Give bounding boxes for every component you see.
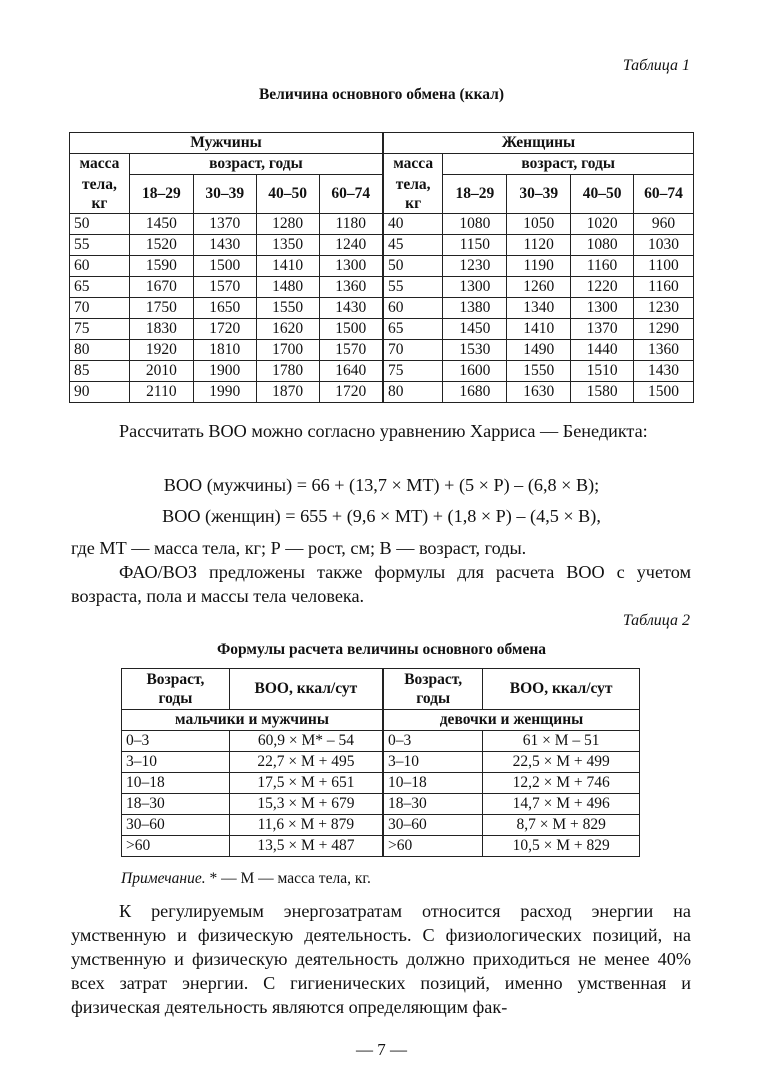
- boys-formula-cell: 13,5 × М + 487: [229, 836, 383, 857]
- women-value-cell: 960: [634, 214, 694, 235]
- table1-row: [70, 382, 694, 403]
- men-value-cell: 1990: [193, 382, 256, 403]
- page-number: — 7 —: [356, 1040, 407, 1059]
- paragraph-fao: ФАО/ВОЗ предложены также формулы для расчета ВОО с учетом возраста, пола и массы тела человека.: [71, 562, 691, 606]
- men-value-cell: 1180: [319, 214, 383, 235]
- men-age-30-39: 30–39: [193, 175, 256, 214]
- boys-group-header: мальчики и мужчины: [122, 710, 383, 731]
- men-value-cell: 1550: [256, 298, 319, 319]
- table1-row: [70, 298, 694, 319]
- women-age-60-74: 60–74: [634, 175, 694, 214]
- women-value-cell: 1030: [634, 235, 694, 256]
- boys-age-header: Возраст, годы: [122, 669, 230, 710]
- women-value-cell: 1080: [443, 214, 507, 235]
- men-value-cell: 1430: [193, 235, 256, 256]
- girls-age-cell: 10–18: [383, 773, 483, 794]
- table1-row: [70, 235, 694, 256]
- men-value-cell: 1570: [319, 340, 383, 361]
- women-mass-cell: 60: [383, 298, 443, 319]
- women-age-header: возраст, годы: [443, 154, 694, 175]
- men-value-cell: 2010: [129, 361, 193, 382]
- women-value-cell: 1360: [634, 340, 694, 361]
- table2-title: Формулы расчета величины основного обмена: [216, 641, 547, 658]
- men-mass-cell: 80: [70, 340, 130, 361]
- women-mass-header-cont: тела, кг: [383, 175, 443, 214]
- men-value-cell: 1590: [129, 256, 193, 277]
- note-text: * — М — масса тела, кг.: [205, 870, 371, 887]
- men-mass-cell: 60: [70, 256, 130, 277]
- paragraph-energy: К регулируемым энергозатратам относится расход энергии на умственную и физическую деятельность. С физиологических позиций, на умственную и физическую деятельность должно приходиться не менее 40% всех затрат энергии. С гигиенических позиций, именно умственная и физическая деятельность являются определяющим фак-: [71, 901, 691, 1017]
- women-age-18-29: 18–29: [443, 175, 507, 214]
- men-mass-cell: 55: [70, 235, 130, 256]
- men-value-cell: 1920: [129, 340, 193, 361]
- women-mass-cell: 75: [383, 361, 443, 382]
- women-value-cell: 1190: [507, 256, 571, 277]
- women-mass-cell: 65: [383, 319, 443, 340]
- men-value-cell: 1720: [193, 319, 256, 340]
- women-value-cell: 1160: [634, 277, 694, 298]
- girls-formula-cell: 61 × М – 51: [483, 731, 640, 752]
- men-value-cell: 1430: [319, 298, 383, 319]
- women-value-cell: 1300: [443, 277, 507, 298]
- women-value-cell: 1630: [507, 382, 571, 403]
- women-value-cell: 1490: [507, 340, 571, 361]
- women-value-cell: 1370: [571, 319, 634, 340]
- women-value-cell: 1580: [571, 382, 634, 403]
- men-mass-cell: 70: [70, 298, 130, 319]
- table1-row: [70, 277, 694, 298]
- table2-row: [122, 752, 640, 773]
- table2-formulas: [121, 668, 640, 857]
- table1-row: [70, 256, 694, 277]
- boys-age-cell: 0–3: [122, 731, 230, 752]
- girls-age-cell: 3–10: [383, 752, 483, 773]
- women-value-cell: 1290: [634, 319, 694, 340]
- men-value-cell: 1780: [256, 361, 319, 382]
- men-value-cell: 1500: [193, 256, 256, 277]
- women-value-cell: 1500: [634, 382, 694, 403]
- table2-row: [122, 836, 640, 857]
- girls-formula-cell: 8,7 × М + 829: [483, 815, 640, 836]
- formula-men: ВОО (мужчины) = 66 + (13,7 × МТ) + (5 × Р) – (6,8 × В);: [163, 475, 600, 495]
- boys-age-cell: 10–18: [122, 773, 230, 794]
- table2-note: [121, 870, 371, 888]
- men-age-40-50: 40–50: [256, 175, 319, 214]
- table2-row: [122, 773, 640, 794]
- table1-row: [70, 214, 694, 235]
- girls-age-cell: 0–3: [383, 731, 483, 752]
- girls-formula-cell: 10,5 × М + 829: [483, 836, 640, 857]
- table2-caption: Таблица 2: [622, 612, 690, 629]
- women-value-cell: 1340: [507, 298, 571, 319]
- men-value-cell: 1360: [319, 277, 383, 298]
- women-age-30-39: 30–39: [507, 175, 571, 214]
- boys-formula-cell: 15,3 × М + 679: [229, 794, 383, 815]
- women-value-cell: 1230: [443, 256, 507, 277]
- men-value-cell: 1570: [193, 277, 256, 298]
- men-mass-cell: 75: [70, 319, 130, 340]
- men-age-60-74: 60–74: [319, 175, 383, 214]
- girls-boo-header: ВОО, ккал/сут: [483, 669, 640, 710]
- table1-row: [70, 340, 694, 361]
- table1-bmr: [69, 132, 694, 403]
- men-value-cell: 1750: [129, 298, 193, 319]
- women-value-cell: 1150: [443, 235, 507, 256]
- table1-row: [70, 361, 694, 382]
- men-value-cell: 1410: [256, 256, 319, 277]
- women-value-cell: 1550: [507, 361, 571, 382]
- women-value-cell: 1100: [634, 256, 694, 277]
- women-value-cell: 1020: [571, 214, 634, 235]
- men-mass-cell: 65: [70, 277, 130, 298]
- men-value-cell: 1280: [256, 214, 319, 235]
- boys-formula-cell: 60,9 × М* – 54: [229, 731, 383, 752]
- men-mass-header: масса: [70, 154, 130, 175]
- women-value-cell: 1380: [443, 298, 507, 319]
- women-value-cell: 1440: [571, 340, 634, 361]
- men-value-cell: 1810: [193, 340, 256, 361]
- women-value-cell: 1300: [571, 298, 634, 319]
- men-value-cell: 1720: [319, 382, 383, 403]
- men-value-cell: 2110: [129, 382, 193, 403]
- girls-group-header: девочки и женщины: [383, 710, 640, 731]
- boys-age-cell: 3–10: [122, 752, 230, 773]
- girls-age-cell: 30–60: [383, 815, 483, 836]
- men-mass-cell: 90: [70, 382, 130, 403]
- women-mass-cell: 40: [383, 214, 443, 235]
- boys-age-cell: 18–30: [122, 794, 230, 815]
- men-mass-cell: 50: [70, 214, 130, 235]
- note-label: Примечание.: [121, 870, 206, 887]
- women-value-cell: 1220: [571, 277, 634, 298]
- men-value-cell: 1480: [256, 277, 319, 298]
- boys-age-cell: >60: [122, 836, 230, 857]
- boys-formula-cell: 11,6 × М + 879: [229, 815, 383, 836]
- women-value-cell: 1120: [507, 235, 571, 256]
- men-value-cell: 1670: [129, 277, 193, 298]
- paragraph-harris-benedict: Рассчитать ВОО можно согласно уравнению Харриса — Бенедикта:: [119, 421, 648, 441]
- women-value-cell: 1260: [507, 277, 571, 298]
- table1-row: [70, 319, 694, 340]
- women-value-cell: 1680: [443, 382, 507, 403]
- table2-row: [122, 731, 640, 752]
- boys-age-cell: 30–60: [122, 815, 230, 836]
- women-mass-cell: 50: [383, 256, 443, 277]
- women-mass-cell: 80: [383, 382, 443, 403]
- girls-age-cell: >60: [383, 836, 483, 857]
- men-value-cell: 1450: [129, 214, 193, 235]
- table2-row: [122, 815, 640, 836]
- men-value-cell: 1640: [319, 361, 383, 382]
- women-value-cell: 1230: [634, 298, 694, 319]
- women-age-40-50: 40–50: [571, 175, 634, 214]
- men-value-cell: 1650: [193, 298, 256, 319]
- women-value-cell: 1600: [443, 361, 507, 382]
- men-value-cell: 1900: [193, 361, 256, 382]
- men-mass-header-cont: тела, кг: [70, 175, 130, 214]
- women-value-cell: 1410: [507, 319, 571, 340]
- men-value-cell: 1350: [256, 235, 319, 256]
- women-header: Женщины: [383, 133, 694, 154]
- men-value-cell: 1520: [129, 235, 193, 256]
- table2-row: [122, 794, 640, 815]
- women-value-cell: 1450: [443, 319, 507, 340]
- table1-caption: Таблица 1: [622, 57, 690, 74]
- girls-formula-cell: 12,2 × М + 746: [483, 773, 640, 794]
- women-mass-cell: 70: [383, 340, 443, 361]
- boys-formula-cell: 17,5 × М + 651: [229, 773, 383, 794]
- men-mass-cell: 85: [70, 361, 130, 382]
- men-value-cell: 1500: [319, 319, 383, 340]
- men-value-cell: 1700: [256, 340, 319, 361]
- women-mass-cell: 45: [383, 235, 443, 256]
- women-value-cell: 1430: [634, 361, 694, 382]
- girls-formula-cell: 22,5 × М + 499: [483, 752, 640, 773]
- men-age-18-29: 18–29: [129, 175, 193, 214]
- women-value-cell: 1080: [571, 235, 634, 256]
- men-value-cell: 1620: [256, 319, 319, 340]
- formula-women: ВОО (женщин) = 655 + (9,6 × МТ) + (1,8 × Р) – (4,5 × В),: [162, 506, 601, 526]
- men-value-cell: 1870: [256, 382, 319, 403]
- women-mass-header: масса: [383, 154, 443, 175]
- girls-formula-cell: 14,7 × М + 496: [483, 794, 640, 815]
- men-value-cell: 1240: [319, 235, 383, 256]
- paragraph-variables: где МТ — масса тела, кг; Р — рост, см; В — возраст, годы.: [71, 538, 527, 558]
- women-value-cell: 1160: [571, 256, 634, 277]
- men-age-header: возраст, годы: [129, 154, 383, 175]
- girls-age-cell: 18–30: [383, 794, 483, 815]
- men-value-cell: 1830: [129, 319, 193, 340]
- women-mass-cell: 55: [383, 277, 443, 298]
- table1-title: Величина основного обмена (ккал): [258, 86, 505, 103]
- boys-formula-cell: 22,7 × М + 495: [229, 752, 383, 773]
- women-value-cell: 1050: [507, 214, 571, 235]
- boys-boo-header: ВОО, ккал/сут: [229, 669, 383, 710]
- women-value-cell: 1530: [443, 340, 507, 361]
- men-value-cell: 1300: [319, 256, 383, 277]
- men-value-cell: 1370: [193, 214, 256, 235]
- women-value-cell: 1510: [571, 361, 634, 382]
- men-header: Мужчины: [70, 133, 383, 154]
- girls-age-header: Возраст, годы: [383, 669, 483, 710]
